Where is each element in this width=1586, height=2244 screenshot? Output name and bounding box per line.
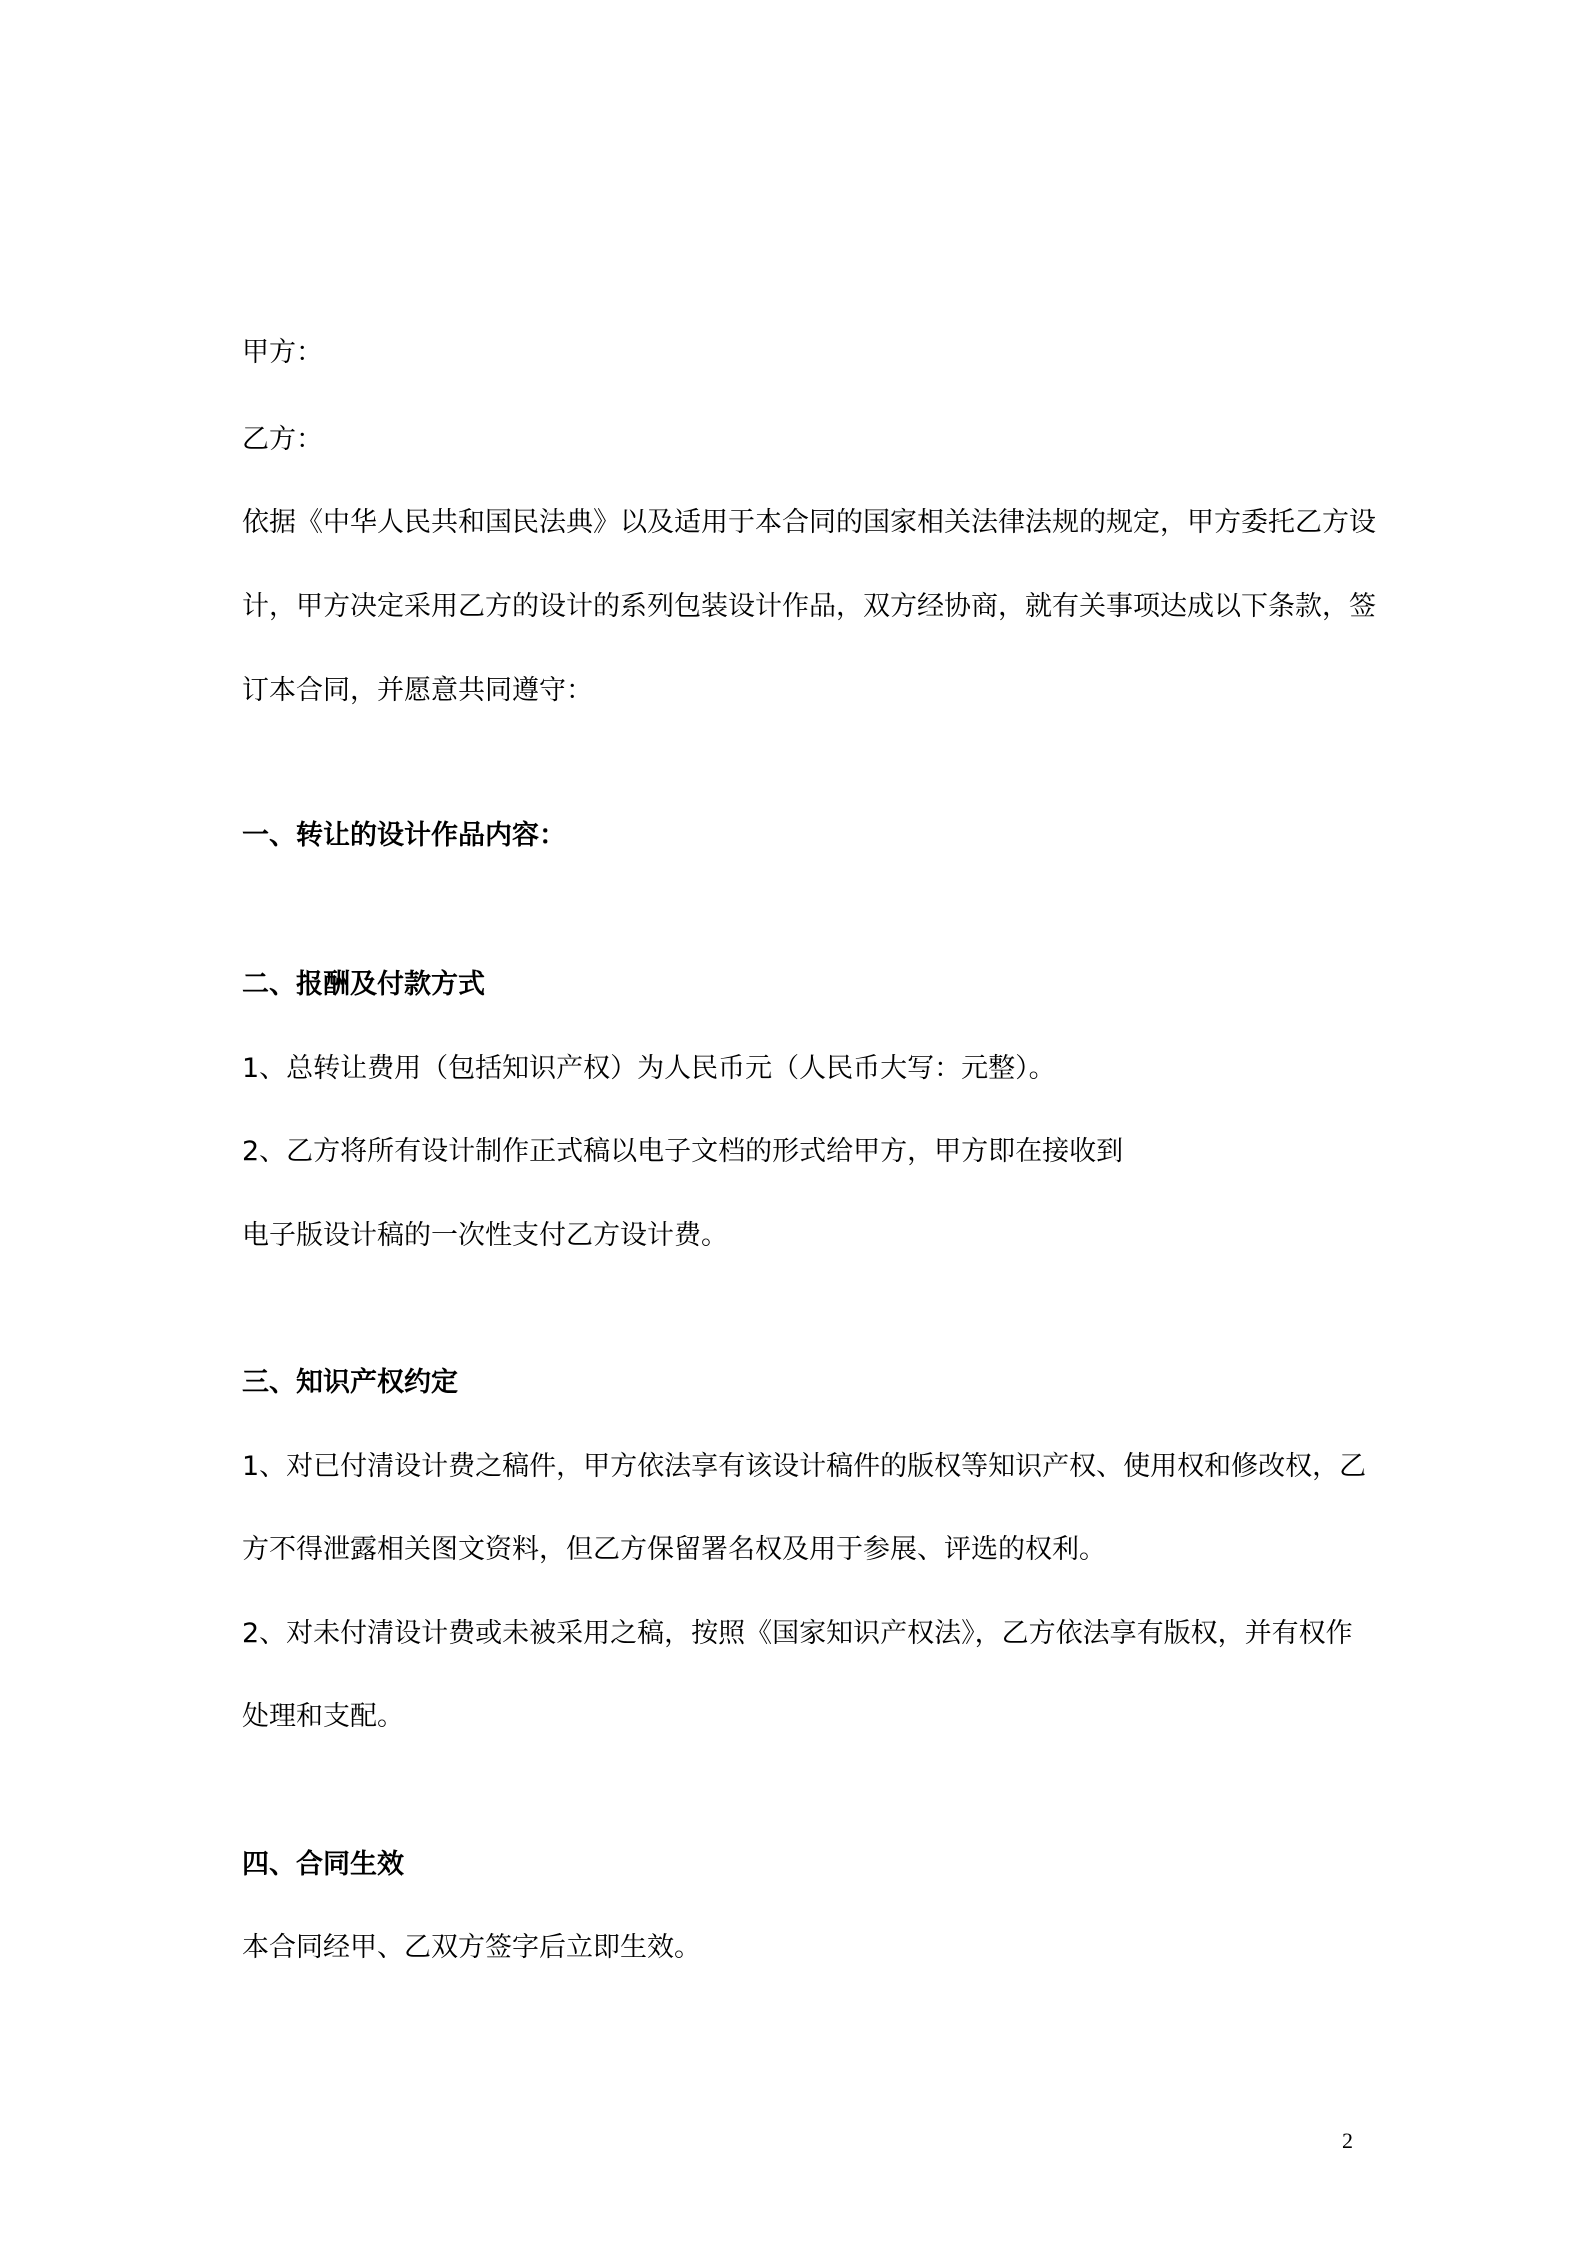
section-3-title: 三、知识产权约定 [242,1367,458,1398]
party-b-label: 乙方： [242,424,323,455]
section-3-line: 方不得泄露相关图文资料，但乙方保留署名权及用于参展、评选的权利。 [242,1534,1106,1565]
section-1-title: 一、转让的设计作品内容： [242,820,566,851]
section-2-line: 2、乙方将所有设计制作正式稿以电子文档的形式给甲方，甲方即在接收到 [242,1136,1124,1167]
section-3-line: 1、对已付清设计费之稿件，甲方依法享有该设计稿件的版权等知识产权、使用权和修改权，乙 [242,1451,1367,1482]
section-2-line: 1、总转让费用（包括知识产权）为人民币元（人民币大写：元整）。 [242,1053,1056,1084]
party-a-label: 甲方： [242,337,323,368]
section-2-title: 二、报酬及付款方式 [242,969,485,1000]
intro-line: 计，甲方决定采用乙方的设计的系列包装设计作品，双方经协商，就有关事项达成以下条款，签 [242,591,1376,622]
intro-line: 订本合同，并愿意共同遵守： [242,675,593,706]
section-2-line: 电子版设计稿的一次性支付乙方设计费。 [242,1220,728,1251]
section-3-line: 2、对未付清设计费或未被采用之稿，按照《国家知识产权法》，乙方依法享有版权，并有权作 [242,1618,1353,1649]
section-4-line: 本合同经甲、乙双方签字后立即生效。 [242,1932,701,1963]
page-number: 2 [1342,2128,1353,2153]
intro-line: 依据《中华人民共和国民法典》以及适用于本合同的国家相关法律法规的规定，甲方委托乙方设 [242,507,1376,538]
section-4-title: 四、合同生效 [242,1849,404,1880]
section-3-line: 处理和支配。 [242,1701,404,1732]
